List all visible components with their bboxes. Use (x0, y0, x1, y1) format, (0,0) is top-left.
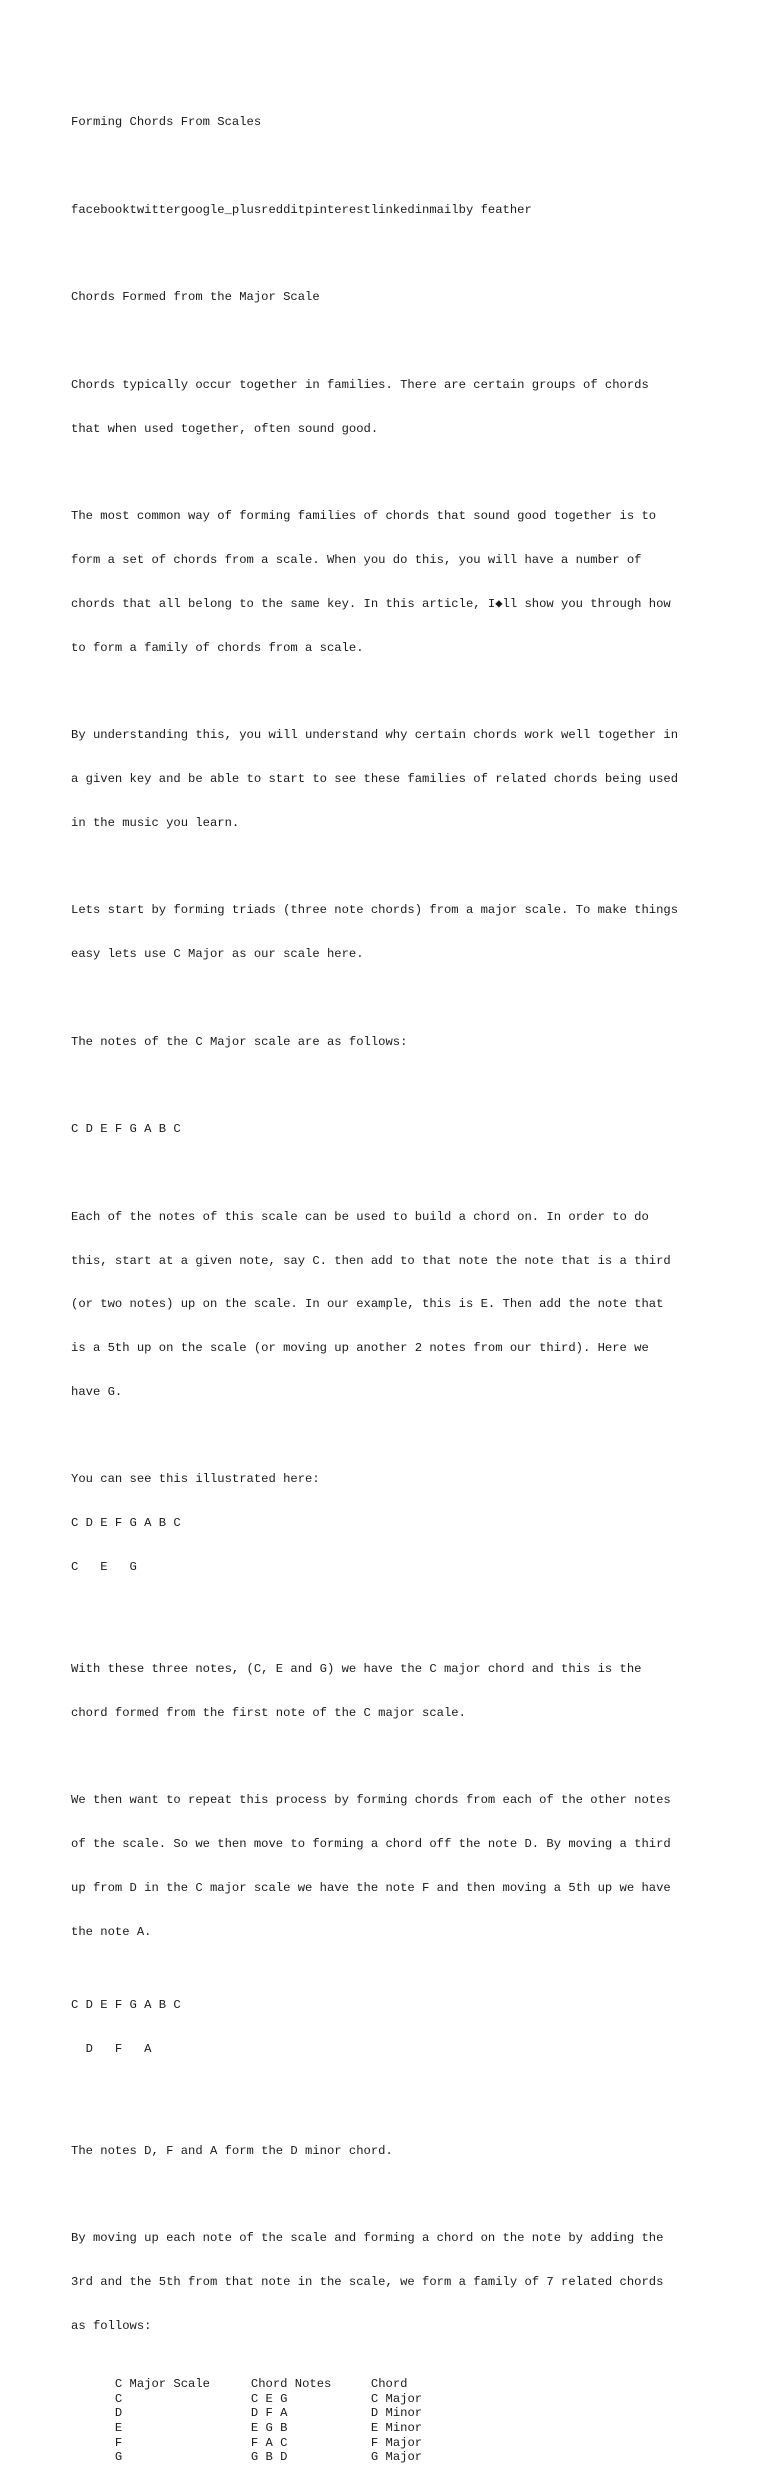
paragraph-line: With these three notes, (C, E and G) we have the C major chord and this is the (71, 1662, 642, 1677)
table-cell: E G B (250, 2421, 288, 2435)
table-cell: G B D (250, 2450, 288, 2465)
scale-notes-text: C D E F G A B C (71, 1122, 181, 1137)
paragraph-line: chord formed from the first note of the C major scale. (71, 1705, 466, 1720)
paragraph-repeat (71, 1764, 711, 1968)
paragraph-building (71, 1181, 711, 1429)
scale-notes (71, 1093, 711, 1166)
illustration-d-chord (71, 1969, 711, 2086)
paragraph-c-major (71, 1633, 711, 1750)
illustration-scale: C D E F G A B C (71, 1997, 181, 2012)
illustration-chord: C E G (71, 1559, 137, 1574)
table-cell: E (114, 2421, 123, 2435)
table-header-row (71, 2363, 711, 2392)
table-header: Chord (370, 2377, 408, 2392)
paragraph-line: is a 5th up on the scale (or moving up another 2 notes from our third). Here we (71, 1341, 649, 1356)
table-cell: C (114, 2391, 123, 2406)
spacer (71, 2085, 711, 2114)
table-cell: F A C (250, 2435, 288, 2450)
paragraph-line: We then want to repeat this process by forming chords from each of the other notes (71, 1793, 671, 1808)
paragraph-line: By moving up each note of the scale and forming a chord on the note by adding the (71, 2231, 664, 2246)
document-title (71, 86, 711, 159)
table-cell: G Major (370, 2450, 423, 2465)
table-cell: D F A (250, 2406, 288, 2421)
paragraph-line: Lets start by forming triads (three note chords) from a major scale. To make things (71, 903, 679, 918)
paragraph-line: easy lets use C Major as our scale here. (71, 947, 364, 962)
title-text: Forming Chords From Scales (71, 115, 262, 130)
paragraph-scale-intro (71, 1005, 711, 1078)
paragraph-line: to form a family of chords from a scale. (71, 640, 364, 655)
paragraph-line: a given key and be able to start to see these families of related chords being used (71, 771, 679, 786)
paragraph-line: that when used together, often sound good. (71, 421, 379, 436)
chord-table (71, 2363, 711, 2465)
paragraph-line: Each of the notes of this scale can be used to build a chord on. In order to do (71, 1209, 649, 1224)
table-cell: D (114, 2406, 123, 2421)
paragraph-line: in the music you learn. (71, 815, 240, 830)
paragraph-family (71, 2202, 711, 2363)
table-cell: G (114, 2450, 123, 2465)
paragraph-line: The most common way of forming families of chords that sound good together is to (71, 509, 657, 524)
paragraph-line: (or two notes) up on the scale. In our example, this is E. Then add the note that (71, 1297, 664, 1312)
paragraph-understanding (71, 699, 711, 860)
illustration-intro: You can see this illustrated here: (71, 1472, 320, 1487)
share-links-text[interactable]: facebooktwittergoogle_plusredditpinterestlinkedinmailby feather (71, 202, 532, 217)
table-cell: D Minor (370, 2406, 423, 2421)
paragraph-line: this, start at a given note, say C. then add to that note the note that is a third (71, 1253, 671, 1268)
table-cell: E Minor (370, 2421, 423, 2435)
paragraph-line: chords that all belong to the same key. In this article, I◆ll show you through how (71, 596, 671, 611)
table-cell: C Major (370, 2391, 423, 2406)
paragraph-line: The notes of the C Major scale are as follows: (71, 1034, 408, 1049)
spacer (71, 1604, 711, 1633)
paragraph-line: 3rd and the 5th from that note in the scale, we form a family of 7 related chords (71, 2275, 664, 2290)
paragraph-line: as follows: (71, 2318, 152, 2333)
illustration-scale: C D E F G A B C (71, 1516, 181, 1531)
table-cell: F (114, 2435, 123, 2450)
paragraph-line: form a set of chords from a scale. When you do this, you will have a number of (71, 553, 642, 567)
paragraph-triads (71, 874, 711, 991)
section-heading-text: Chords Formed from the Major Scale (71, 290, 320, 305)
paragraph-line: Chords typically occur together in families. There are certain groups of chords (71, 377, 649, 392)
paragraph-line: The notes D, F and A form the D minor chord. (71, 2143, 393, 2158)
paragraph-line: of the scale. So we then move to forming a chord off the note D. By moving a third (71, 1837, 671, 1852)
paragraph-line: the note A. (71, 1924, 152, 1939)
section-heading (71, 261, 711, 334)
paragraph-line: up from D in the C major scale we have the note F and then moving a 5th up we have (71, 1881, 671, 1896)
paragraph-forming (71, 480, 711, 684)
illustration-c-chord (71, 1443, 711, 1604)
paragraph-d-minor (71, 2115, 711, 2188)
paragraph-line: By understanding this, you will understand why certain chords work well together in (71, 728, 679, 743)
table-cell: F Major (370, 2435, 423, 2450)
table-header: Chord Notes (250, 2377, 332, 2392)
share-links[interactable] (71, 174, 711, 247)
paragraph-line: have G. (71, 1384, 123, 1399)
illustration-chord: D F A (71, 2041, 152, 2056)
table-header: C Major Scale (114, 2377, 210, 2392)
table-cell: C E G (250, 2391, 288, 2406)
paragraph-families (71, 349, 711, 466)
document-page (71, 86, 711, 2465)
